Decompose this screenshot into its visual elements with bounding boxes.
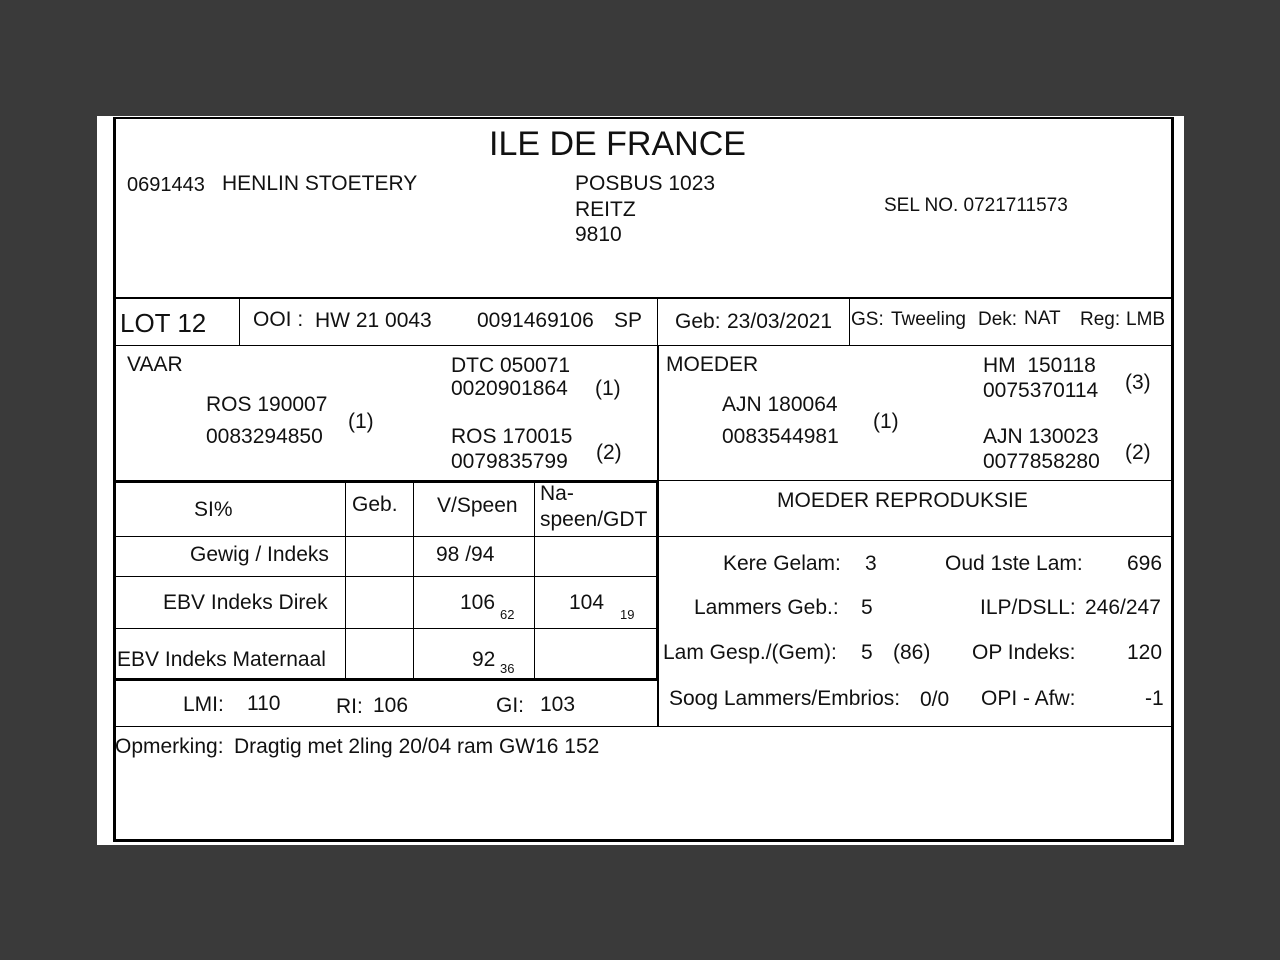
opi-value: -1 [1145,687,1164,710]
vaar-label: VAAR [127,353,183,376]
moeder-sire-id: HM 150118 [983,354,1096,377]
ilp-value: 246/247 [1085,596,1161,619]
col-header-naspeen-1: Na- [540,482,574,505]
gesp-gem: (86) [893,641,931,664]
vaar-dam-mark: (2) [596,441,622,464]
kere-value: 3 [865,552,877,575]
cell-direk-vspeen: 106 [460,591,496,614]
row-label-ebv-direk: EBV Indeks Direk [163,591,328,614]
divider-perf-col3 [534,482,535,679]
ri-label: RI: [336,695,363,718]
moeder-sire-number: 0075370114 [983,379,1099,402]
moeder-dam-number: 0077858280 [983,450,1100,473]
col-header-geb: Geb. [352,493,398,516]
dek-value: NAT [1024,308,1061,329]
reg-label: Reg: [1080,309,1121,330]
vaar-dam-number: 0079835799 [451,450,568,473]
gs-value: Tweeling [891,309,966,330]
gi-label: GI: [496,694,525,717]
remarks-label: Opmerking: [115,735,224,758]
kere-label: Kere Gelam: [723,552,841,575]
remarks-text: Dragtig met 2ling 20/04 ram GW16 152 [234,735,600,758]
oud-value: 696 [1127,552,1163,575]
col-header-vspeen: V/Speen [437,494,518,517]
cell-gewig-vspeen: 98 /94 [436,543,495,566]
gs-label: GS: [851,309,884,330]
divider-perf-row2 [114,628,658,629]
divider-lot-col1 [239,298,240,346]
vaar-sire-id: DTC 050071 [451,354,571,377]
vaar-number: 0083294850 [206,425,323,448]
gi-value: 103 [540,693,576,716]
soog-value: 0/0 [920,688,950,711]
divider-perf-col1 [345,482,346,679]
divider-perf-col2b [413,536,414,679]
lmi-label: LMI: [183,693,224,716]
vaar-id: ROS 190007 [206,393,328,416]
gesp-value: 5 [861,641,873,664]
divider-vaar-bottom [114,480,658,483]
oud-label: Oud 1ste Lam: [945,552,1083,575]
geb-label: Geb: [675,310,721,333]
vaar-sire-number: 0020901864 [451,377,568,400]
ooi-id: HW 21 0043 [315,309,432,332]
ooi-code: SP [614,309,643,332]
moeder-mark: (1) [873,410,899,433]
divider-remarks [114,726,1173,727]
col-header-si: SI% [194,498,233,521]
address-line-3: 9810 [575,223,622,246]
owner-code: 0691443 [127,174,205,196]
cell-maternaal-vspeen-accuracy: 36 [500,661,515,676]
lammers-label: Lammers Geb.: [694,596,839,619]
divider-repro-header [658,536,1173,537]
divider-perf-col2a [413,482,414,537]
moeder-dam-mark: (2) [1125,441,1151,464]
cell-direk-naspeen: 104 [569,591,605,614]
vaar-dam-id: ROS 170015 [451,425,573,448]
ooi-number: 0091469106 [477,309,594,332]
breed-title: ILE DE FRANCE [489,125,746,163]
ilp-label: ILP/DSLL: [980,596,1076,619]
ri-value: 106 [373,694,409,717]
lmi-value: 110 [247,692,281,715]
address-line-2: REITZ [575,198,636,221]
divider-perf-right [656,482,659,680]
owner-name: HENLIN STOETERY [222,172,418,195]
divider-lot-col3 [849,298,850,346]
col-header-naspeen-2: speen/GDT [540,508,648,531]
vaar-mark: (1) [348,410,374,433]
op-value: 120 [1127,641,1163,664]
divider-perf-header [114,536,658,537]
geb-date: 23/03/2021 [727,310,833,333]
reg-value: LMB [1126,309,1166,330]
cell-direk-naspeen-accuracy: 19 [620,607,635,622]
moeder-number: 0083544981 [722,425,839,448]
moeder-label: MOEDER [666,353,759,376]
dek-label: Dek: [978,309,1018,330]
opi-label: OPI - Afw: [981,687,1076,710]
divider-lot [114,345,1173,346]
cell-maternaal-vspeen: 92 [472,648,496,671]
divider-lot-col2 [657,298,658,346]
moeder-sire-mark: (3) [1125,371,1151,394]
address-line-1: POSBUS 1023 [575,172,716,195]
op-label: OP Indeks: [972,641,1076,664]
divider-perf-row1 [114,576,658,577]
ooi-label: OOI : [253,308,304,331]
cell-direk-vspeen-accuracy: 62 [500,607,515,622]
cell-number: SEL NO. 0721711573 [884,195,1068,216]
gesp-label: Lam Gesp./(Gem): [663,641,837,664]
repro-title: MOEDER REPRODUKSIE [777,489,1028,512]
vaar-sire-mark: (1) [595,377,621,400]
divider-header [114,297,1173,299]
row-label-ebv-maternaal: EBV Indeks Maternaal [117,648,326,671]
divider-perf-bottom [114,678,658,681]
moeder-id: AJN 180064 [722,393,838,416]
soog-label: Soog Lammers/Embrios: [669,687,901,710]
divider-moeder-bottom [658,480,1173,481]
moeder-dam-id: AJN 130023 [983,425,1099,448]
lammers-value: 5 [861,596,873,619]
row-label-gewig: Gewig / Indeks [190,543,329,566]
lot-label: LOT 12 [120,308,207,338]
